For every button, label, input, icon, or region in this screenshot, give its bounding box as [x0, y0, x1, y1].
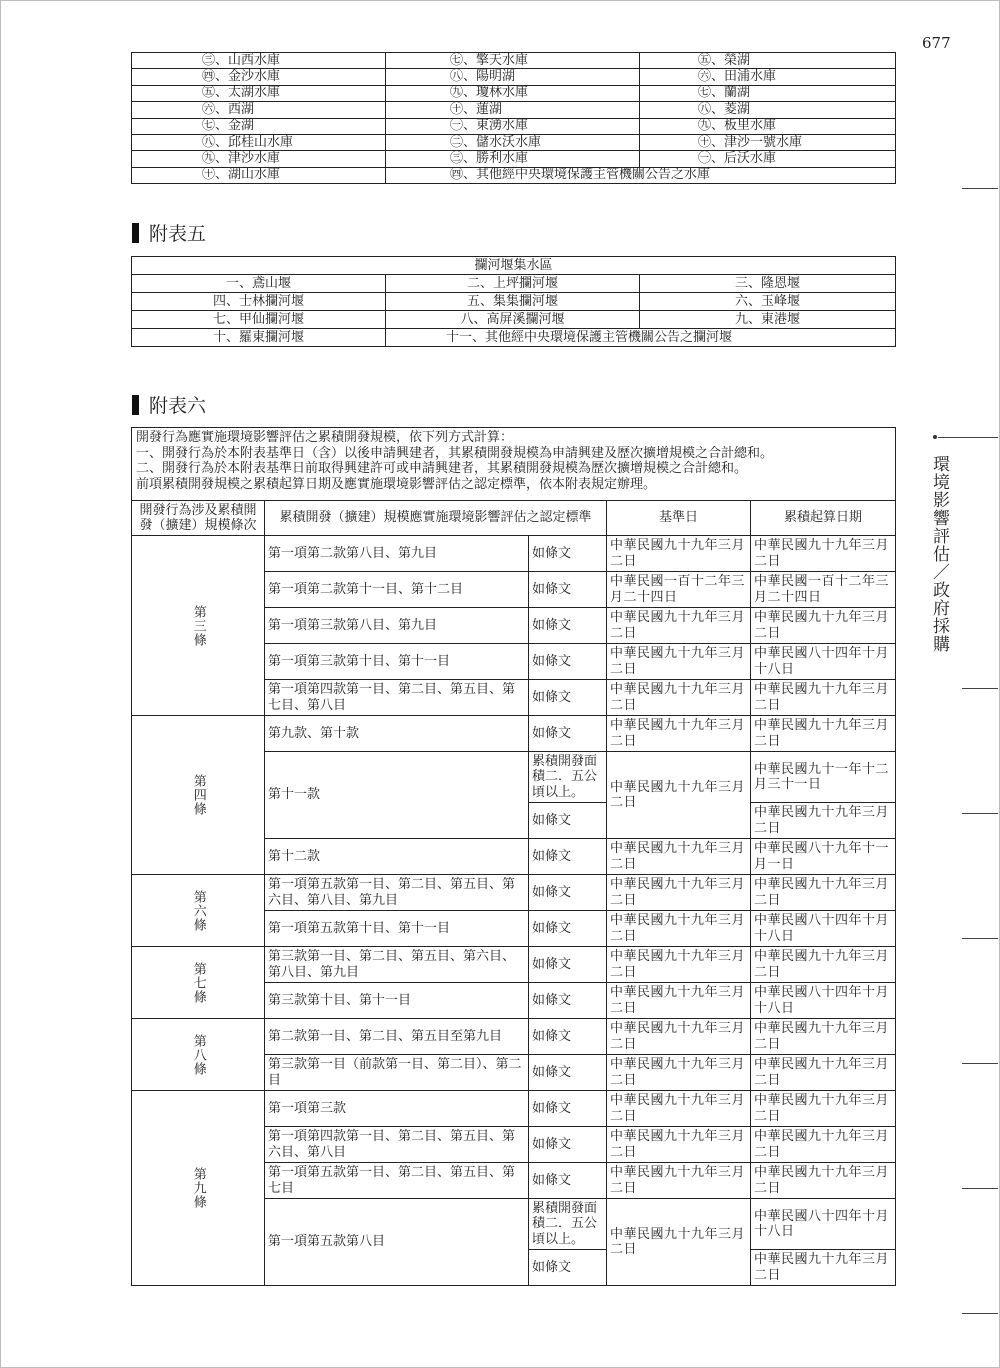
- table-row: [132, 53, 896, 69]
- side-tick: [962, 188, 998, 189]
- table-cell: ㊇、陽明湖: [386, 69, 640, 85]
- standard-cell: 如條文: [529, 875, 607, 911]
- criteria-cell: 第十一款: [265, 752, 529, 839]
- start-date-cell: 中華民國九十九年三月二日: [751, 1091, 896, 1127]
- base-date-cell: 中華民國一百十二年三月二十四日: [607, 572, 751, 608]
- start-date-cell: 中華民國八十四年十月十八日: [751, 983, 896, 1019]
- table-row: [132, 947, 896, 983]
- table-cell: ㊂、勝利水庫: [386, 151, 640, 167]
- intro-row: [132, 428, 896, 501]
- base-date-cell: 中華民國九十九年三月二日: [607, 875, 751, 911]
- table-header-row: [132, 257, 896, 275]
- start-date-cell: 中華民國九十一年十二月三十一日: [751, 752, 896, 803]
- table-cell: ㊈、津沙水庫: [132, 151, 386, 167]
- standard-cell: 如條文: [529, 1163, 607, 1199]
- table-row: [132, 69, 896, 85]
- header-criteria: 累積開發（擴建）規模應實施環境影響評估之認定標準: [265, 501, 607, 536]
- standard-cell: 如條文: [529, 536, 607, 572]
- start-date-cell: 中華民國一百十二年三月二十四日: [751, 572, 896, 608]
- table-cell: ㊆、金湖: [132, 118, 386, 134]
- table-cell: ㊇、邱桂山水庫: [132, 134, 386, 150]
- base-date-cell: 中華民國九十九年三月二日: [607, 983, 751, 1019]
- criteria-cell: 第三款第十目、第十一目: [265, 983, 529, 1019]
- start-date-cell: 中華民國八十四年十月十八日: [751, 1199, 896, 1250]
- table-row: [132, 1091, 896, 1127]
- standard-cell: 如條文: [529, 608, 607, 644]
- standard-cell: 如條文: [529, 644, 607, 680]
- base-date-cell: 中華民國九十九年三月二日: [607, 644, 751, 680]
- table-cell: ㊆、擎天水庫: [386, 53, 640, 69]
- start-date-cell: 中華民國九十九年三月二日: [751, 1127, 896, 1163]
- table-cell: ㊉、蓮湖: [386, 102, 640, 118]
- header-base-date: 基準日: [607, 501, 751, 536]
- table-cell: ㊉、湖山水庫: [132, 167, 386, 183]
- start-date-cell: 中華民國九十九年三月二日: [751, 1250, 896, 1286]
- criteria-cell: 第一項第三款第十目、第十一目: [265, 644, 529, 680]
- criteria-cell: 第三款第一目、第二目、第五目、第六目、第八目、第九目: [265, 947, 529, 983]
- table-cell: ㊉、津沙一號水庫: [640, 134, 896, 150]
- base-date-cell: 中華民國九十九年三月二日: [607, 680, 751, 716]
- standard-cell: 如條文: [529, 1250, 607, 1286]
- base-date-cell: 中華民國九十九年三月二日: [607, 608, 751, 644]
- start-date-cell: 中華民國九十九年三月二日: [751, 1019, 896, 1055]
- criteria-cell: 第十二款: [265, 839, 529, 875]
- table-cell: 十、羅東攔河堰: [132, 329, 386, 347]
- article-3: 第三條: [132, 536, 265, 716]
- table-row: [132, 118, 896, 134]
- criteria-cell: 第九款、第十款: [265, 716, 529, 752]
- page-number: 677: [922, 34, 951, 52]
- appendix5-title: 附表五: [149, 223, 207, 245]
- table-cell: ㊃、其他經中央環境保護主管機關公告之水庫: [386, 167, 896, 183]
- intro-text: [132, 428, 896, 501]
- base-date-cell: 中華民國九十九年三月二日: [607, 947, 751, 983]
- article-7: 第七條: [132, 947, 265, 1019]
- standard-cell: 如條文: [529, 839, 607, 875]
- table-row: [132, 329, 896, 347]
- standard-cell: 累積開發面積二．五公頃以上。: [529, 1199, 607, 1250]
- standard-cell: 累積開發面積二．五公頃以上。: [529, 752, 607, 803]
- base-date-cell: 中華民國九十九年三月二日: [607, 1163, 751, 1199]
- table-cell: ㊇、菱湖: [640, 102, 896, 118]
- table-row: [132, 311, 896, 329]
- standard-cell: 如條文: [529, 1091, 607, 1127]
- appendix5-heading: [132, 219, 206, 246]
- criteria-cell: 第一項第四款第一目、第二目、第五目、第六目、第八目: [265, 1127, 529, 1163]
- base-date-cell: 中華民國九十九年三月二日: [607, 1127, 751, 1163]
- header-start-date: 累積起算日期: [751, 501, 896, 536]
- article-4: 第四條: [132, 716, 265, 875]
- standard-cell: 如條文: [529, 803, 607, 839]
- start-date-cell: 中華民國九十九年三月二日: [751, 947, 896, 983]
- base-date-cell: 中華民國九十九年三月二日: [607, 752, 751, 839]
- table-cell: 七、甲仙攔河堰: [132, 311, 386, 329]
- table-cell: ㊀、東湧水庫: [386, 118, 640, 134]
- side-marker-line: [938, 437, 998, 438]
- start-date-cell: 中華民國八十四年十月十八日: [751, 911, 896, 947]
- table-row: [132, 1019, 896, 1055]
- table-cell: 十一、其他經中央環境保護主管機關公告之攔河堰: [386, 329, 896, 347]
- start-date-cell: 中華民國八十四年十月十八日: [751, 644, 896, 680]
- appendix6-title: 附表六: [149, 395, 207, 417]
- table-row: [132, 536, 896, 572]
- table-row: [132, 716, 896, 752]
- standard-cell: 如條文: [529, 983, 607, 1019]
- start-date-cell: 中華民國九十九年三月二日: [751, 1163, 896, 1199]
- criteria-cell: 第一項第五款第一目、第二目、第五目、第七目: [265, 1163, 529, 1199]
- start-date-cell: 中華民國九十九年三月二日: [751, 536, 896, 572]
- table-row: [132, 275, 896, 293]
- table-row: [132, 875, 896, 911]
- intro-line: 一、開發行為於本附表基準日（含）以後申請興建者，其累積開發規模為申請興建及歷次擴增規模之合計總和。: [136, 445, 774, 461]
- start-date-cell: 中華民國九十九年三月二日: [751, 803, 896, 839]
- table-cell: 一、鳶山堰: [132, 275, 386, 293]
- header-article: 開發行為涉及累積開發（擴建）規模條次: [132, 501, 265, 536]
- table-cell: ㊆、蘭湖: [640, 85, 896, 101]
- base-date-cell: 中華民國九十九年三月二日: [607, 1019, 751, 1055]
- criteria-cell: 第一項第三款第八目、第九目: [265, 608, 529, 644]
- side-tick: [962, 1313, 998, 1314]
- table-cell: 六、玉峰堰: [640, 293, 896, 311]
- heading-bar: [132, 395, 139, 415]
- base-date-cell: 中華民國九十九年三月二日: [607, 839, 751, 875]
- table-row: [132, 151, 896, 167]
- start-date-cell: 中華民國九十九年三月二日: [751, 875, 896, 911]
- article-9: 第九條: [132, 1091, 265, 1286]
- criteria-cell: 第一項第二款第十一目、第十二目: [265, 572, 529, 608]
- standard-cell: 如條文: [529, 947, 607, 983]
- side-tick: [962, 813, 998, 814]
- table-cell: 九、東港堰: [640, 311, 896, 329]
- start-date-cell: 中華民國九十九年三月二日: [751, 1055, 896, 1091]
- side-tick: [962, 688, 998, 689]
- appendix6-heading: [132, 391, 206, 418]
- weir-table-header: 攔河堰集水區: [132, 257, 896, 275]
- start-date-cell: 中華民國八十九年十一月一日: [751, 839, 896, 875]
- base-date-cell: 中華民國九十九年三月二日: [607, 1091, 751, 1127]
- criteria-cell: 第一項第二款第八目、第九目: [265, 536, 529, 572]
- start-date-cell: 中華民國九十九年三月二日: [751, 680, 896, 716]
- table-cell: ㊃、金沙水庫: [132, 69, 386, 85]
- criteria-cell: 第一項第五款第一目、第二目、第五目、第六目、第八目、第九目: [265, 875, 529, 911]
- intro-line: 前項累積開發規模之累積起算日期及應實施環境影響評估之認定標準，依本附表規定辦理。: [136, 476, 657, 492]
- base-date-cell: 中華民國九十九年三月二日: [607, 536, 751, 572]
- table-cell: ㊂、山西水庫: [132, 53, 386, 69]
- criteria-cell: 第一項第五款第十目、第十一目: [265, 911, 529, 947]
- start-date-cell: 中華民國九十九年三月二日: [751, 716, 896, 752]
- table-row: [132, 85, 896, 101]
- table-cell: ㊄、太湖水庫: [132, 85, 386, 101]
- standard-cell: 如條文: [529, 680, 607, 716]
- table-cell: 三、隆恩堰: [640, 275, 896, 293]
- standard-cell: 如條文: [529, 911, 607, 947]
- table-row: [132, 167, 896, 183]
- table-cell: 二、上坪攔河堰: [386, 275, 640, 293]
- base-date-cell: 中華民國九十九年三月二日: [607, 1199, 751, 1286]
- table-row: [132, 102, 896, 118]
- criteria-cell: 第一項第四款第一目、第二目、第五目、第七目、第八目: [265, 680, 529, 716]
- side-section-title: 環境影響評估／政府採購: [929, 455, 949, 653]
- table-cell: ㊁、儲水沃水庫: [386, 134, 640, 150]
- article-8: 第八條: [132, 1019, 265, 1091]
- side-tick: [962, 1188, 998, 1189]
- article-6: 第六條: [132, 875, 265, 947]
- intro-line: 開發行為應實施環境影響評估之累積開發規模，依下列方式計算：: [136, 430, 514, 445]
- table-row: [132, 134, 896, 150]
- criteria-cell: 第二款第一目、第二目、第五目至第九目: [265, 1019, 529, 1055]
- table-cell: 五、集集攔河堰: [386, 293, 640, 311]
- side-marker-dot: [933, 435, 937, 439]
- side-tick: [962, 938, 998, 939]
- standard-cell: 如條文: [529, 1019, 607, 1055]
- base-date-cell: 中華民國九十九年三月二日: [607, 1055, 751, 1091]
- table-cell: ㊈、瓊林水庫: [386, 85, 640, 101]
- heading-bar: [132, 223, 139, 243]
- intro-line: 二、開發行為於本附表基準日前取得興建許可或申請興建者，其累積開發規模為歷次擴增規模之合計總和。: [136, 461, 748, 476]
- table-cell: ㊅、田浦水庫: [640, 69, 896, 85]
- table-cell: 四、士林攔河堰: [132, 293, 386, 311]
- table-row: [132, 293, 896, 311]
- criteria-cell: 第一項第五款第八目: [265, 1199, 529, 1286]
- standard-cell: 如條文: [529, 572, 607, 608]
- table-cell: ㊅、西湖: [132, 102, 386, 118]
- criteria-cell: 第三款第一目（前款第一目、第二目）、第二目: [265, 1055, 529, 1091]
- base-date-cell: 中華民國九十九年三月二日: [607, 911, 751, 947]
- standard-cell: 如條文: [529, 716, 607, 752]
- standard-cell: 如條文: [529, 1055, 607, 1091]
- standard-cell: 如條文: [529, 1127, 607, 1163]
- table-header-row: [132, 501, 896, 536]
- reservoir-table: [131, 52, 896, 184]
- table-cell: ㊈、板里水庫: [640, 118, 896, 134]
- weir-table: [131, 256, 896, 347]
- table-cell: 八、高屏溪攔河堰: [386, 311, 640, 329]
- table-cell: ㊄、榮湖: [640, 53, 896, 69]
- side-tick: [962, 1063, 998, 1064]
- base-date-cell: 中華民國九十九年三月二日: [607, 716, 751, 752]
- table-cell: ㊀、后沃水庫: [640, 151, 896, 167]
- criteria-cell: 第一項第三款: [265, 1091, 529, 1127]
- start-date-cell: 中華民國九十九年三月二日: [751, 608, 896, 644]
- cumulative-scale-table: [131, 427, 896, 1286]
